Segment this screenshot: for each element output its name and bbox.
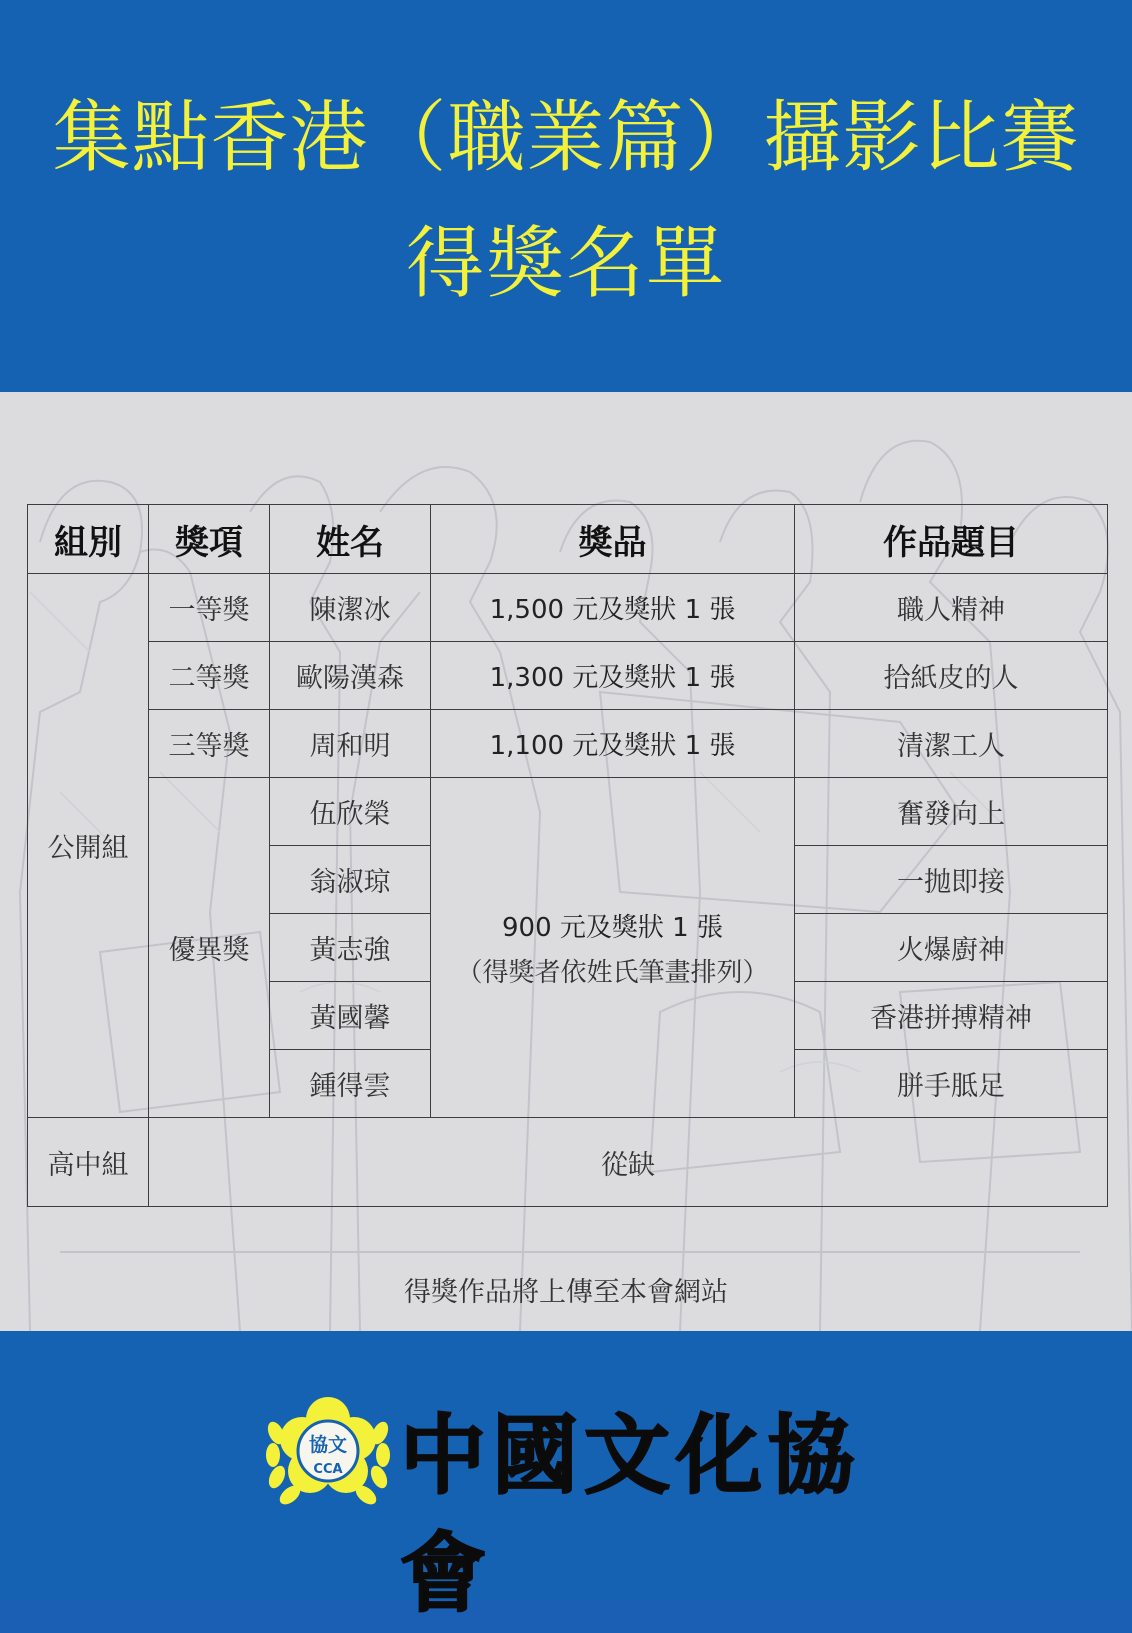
highschool-status-cell: 從缺 [149,1118,1108,1207]
table-row [28,642,1108,710]
cca-emblem-icon [264,1389,392,1519]
page-subtitle: 得獎名單 [405,219,726,309]
work-title-cell: 胼手胝足 [795,1050,1108,1118]
prize-cell: 1,500 元及獎狀 1 張 [431,574,795,642]
table-header-row [28,505,1108,574]
work-title-cell: 奮發向上 [795,778,1108,846]
name-cell: 歐陽漢森 [270,642,431,710]
org-name: 中國文化協會 [400,1405,860,1624]
merit-prize-cell [431,778,795,1118]
award-cell: 三等獎 [149,710,270,778]
name-cell: 鍾得雲 [270,1050,431,1118]
upload-note: 得獎作品將上傳至本會網站 [404,1277,728,1308]
work-title-cell: 職人精神 [795,574,1108,642]
group-highschool-cell: 高中組 [28,1118,149,1207]
name-cell: 伍欣榮 [270,778,431,846]
group-open-cell: 公開組 [28,574,149,1118]
name-cell: 黃國馨 [270,982,431,1050]
results-panel [0,392,1132,1331]
table-row [28,710,1108,778]
header-banner [0,0,1132,392]
work-title-cell: 香港拼搏精神 [795,982,1108,1050]
table-row [28,778,1108,846]
name-cell: 周和明 [270,710,431,778]
merit-prize-text: 900 元及獎狀 1 張 [502,912,723,943]
prize-cell: 1,100 元及獎狀 1 張 [431,710,795,778]
table-row [28,1118,1108,1207]
name-cell: 陳潔冰 [270,574,431,642]
work-title-cell: 火爆廚神 [795,914,1108,982]
header-work-title: 作品題目 [795,505,1108,574]
work-title-cell: 清潔工人 [795,710,1108,778]
header-group: 組別 [28,505,149,574]
emblem-text-top: 協文 [308,1434,348,1456]
header-award: 獎項 [149,505,270,574]
award-cell: 二等獎 [149,642,270,710]
merit-prize-note: （得獎者依姓氏筆畫排列） [456,957,769,988]
prize-cell: 1,300 元及獎狀 1 張 [431,642,795,710]
name-cell: 翁淑琼 [270,846,431,914]
header-prize: 獎品 [431,505,795,574]
work-title-cell: 拾紙皮的人 [795,642,1108,710]
award-cell: 一等獎 [149,574,270,642]
org-logo [264,1389,870,1624]
award-merit-cell: 優異獎 [149,778,270,1118]
footer-banner [0,1331,1132,1624]
name-cell: 黃志強 [270,914,431,982]
header-name: 姓名 [270,505,431,574]
work-title-cell: 一抛即接 [795,846,1108,914]
page-title: 集點香港（職業篇）攝影比賽 [52,93,1080,183]
table-row [28,574,1108,642]
results-table [27,504,1108,1207]
emblem-text-bottom: CCA [313,1462,343,1477]
